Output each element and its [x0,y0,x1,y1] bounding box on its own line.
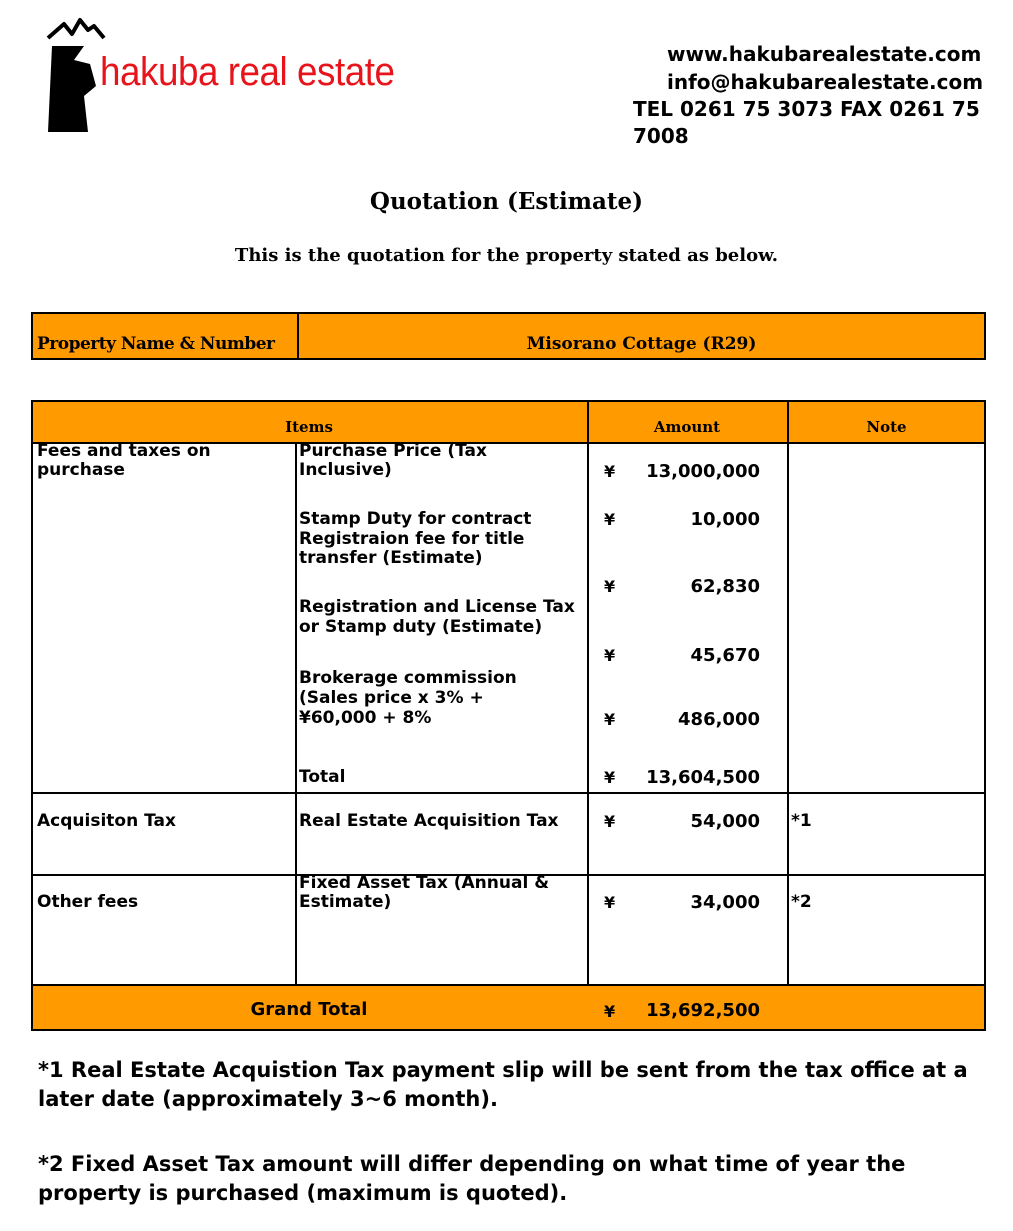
item-registration-fee: Registraion fee for title transfer (Estimate) [299,529,525,568]
currency-symbol: ¥ [604,646,616,665]
amount-stamp-duty-contract: 10,000 [690,509,760,530]
row-divider [31,984,986,986]
note-acquisition-tax: *1 [791,811,812,831]
col-divider [787,400,789,986]
item-purchase-price: Purchase Price (Tax Inclusive) [299,441,487,480]
property-value: Misorano Cottage (R29) [526,334,757,354]
currency-symbol: ¥ [604,1002,616,1021]
currency-symbol: ¥ [604,710,616,729]
grand-total-label: Grand Total [250,999,368,1020]
item-subtotal: Total [299,767,346,787]
item-brokerage: Brokerage commission (Sales price x 3% + ¥60,000 + 8% [299,668,517,728]
header-items: Items [285,418,333,436]
row-divider [31,792,986,794]
property-label-cell [31,312,299,360]
property-label: Property Name & Number [37,334,275,354]
currency-symbol: ¥ [604,768,616,787]
brand-name: hakuba real estate [100,50,395,94]
page-title: Quotation (Estimate) [369,188,644,215]
quotation-table [31,400,986,1031]
currency-symbol: ¥ [604,462,616,481]
amount-registration-license: 45,670 [690,645,760,666]
item-fixed-asset-tax: Fixed Asset Tax (Annual & Estimate) [299,873,550,912]
header-note: Note [866,418,907,436]
amount-subtotal: 13,604,500 [646,767,760,788]
amount-registration-fee: 62,830 [690,576,760,597]
section-fees-label: Fees and taxes on purchase [37,441,211,480]
footnote-1: *1 Real Estate Acquistion Tax payment slip will be sent from the tax office at a later date (approximately 3~6 month). [38,1058,968,1111]
amount-brokerage: 486,000 [678,709,760,730]
currency-symbol: ¥ [604,812,616,831]
item-registration-license: Registration and License Tax or Stamp duty (Estimate) [299,597,575,637]
item-acquisition-tax: Real Estate Acquisition Tax [299,811,559,831]
col-divider [587,400,589,986]
header-amount: Amount [653,418,721,436]
amount-acquisition-tax: 54,000 [690,811,760,832]
section-acquisition-label: Acquisiton Tax [37,811,176,831]
page-subtitle: This is the quotation for the property stated as below. [234,245,779,266]
amount-purchase-price: 13,000,000 [646,461,760,482]
property-value-cell [297,312,986,360]
footnote-2: *2 Fixed Asset Tax amount will differ depending on what time of year the property is purchased (maximum is quoted). [38,1152,906,1205]
phone-fax: TEL 0261 75 3073 FAX 0261 75 7008 [633,97,980,148]
note-fixed-asset-tax: *2 [791,892,812,912]
email-link[interactable]: info@hakubarealestate.com [667,70,984,94]
currency-symbol: ¥ [604,893,616,912]
section-other-label: Other fees [37,892,139,912]
amount-fixed-asset-tax: 34,000 [690,892,760,913]
item-stamp-duty-contract: Stamp Duty for contract [299,509,532,529]
website-link[interactable]: www.hakubarealestate.com [667,42,982,66]
currency-symbol: ¥ [604,510,616,529]
currency-symbol: ¥ [604,577,616,596]
col-divider [295,442,297,986]
grand-total-amount: 13,692,500 [646,1000,760,1021]
